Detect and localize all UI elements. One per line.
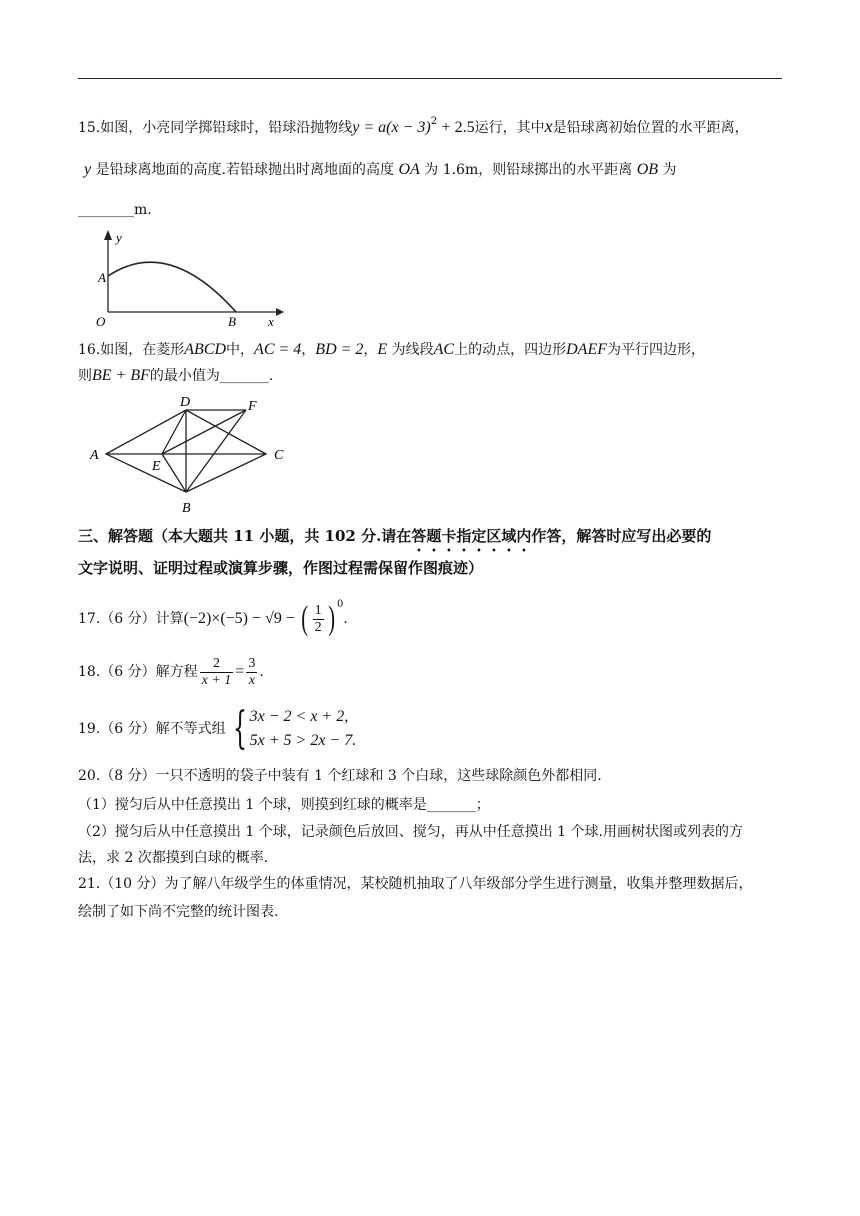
section3-text-c: 文字说明、证明过程或演算步骤，作图过程需保留作图痕迹） <box>78 559 484 577</box>
q15-fig-label-B: B <box>228 314 236 329</box>
q15-OB: OB <box>636 161 659 178</box>
q15-var-x: x <box>544 116 553 136</box>
q15-fig-label-x: x <box>268 314 274 329</box>
q16-text-g: 的最小值为_______. <box>149 368 274 384</box>
q16-text-e: 为平行四边形， <box>606 342 705 358</box>
q16-sep-1: ， <box>301 342 316 358</box>
q15-fig-label-A: A <box>98 270 106 285</box>
q15-line-1 <box>78 116 782 140</box>
section3-emphasis: 答题卡指定区域内 <box>411 527 532 545</box>
q16-AC: AC = 4 <box>254 341 302 358</box>
q20-part-1-text: （1）搅匀后从中任意摸出 1 个球，则摸到红球的概率是_______； <box>78 797 490 813</box>
q18-prefix: 18.（6 分）解方程 <box>78 664 198 680</box>
q16-text-f: 则 <box>78 368 92 384</box>
q21-line-1 <box>78 874 782 894</box>
q18-right-num: 3 <box>248 655 256 671</box>
q17-line <box>78 596 782 642</box>
q16-text-b: 中， <box>226 342 255 358</box>
q16-figure <box>78 392 298 516</box>
q16-fig-label-E: E <box>152 459 161 474</box>
q15-var-y: y <box>84 161 92 178</box>
q21-line-2 <box>78 902 782 922</box>
q17-expression: (−2)×(−5) − √9 − <box>183 610 295 627</box>
q15-text-b: 运行，其中 <box>474 120 545 136</box>
q15-line-2 <box>78 160 782 180</box>
q18-left-fraction <box>200 656 234 689</box>
section3-heading-line-1 <box>78 526 782 555</box>
q15-text-a: 15.如图，小亮同学掷铅球时，铅球沿抛物线 <box>78 120 353 136</box>
q21-text-a: 21.（10 分）为了解八年级学生的体重情况，某校随机抽取了八年级部分学生进行测量，收集并整理数据后， <box>78 876 753 892</box>
q17-exponent: 0 <box>336 599 344 610</box>
q16-fig-label-D: D <box>180 395 191 410</box>
q19-prefix: 19.（6 分）解不等式组 <box>78 721 226 737</box>
q17-end: . <box>343 611 348 627</box>
q18-left-den: x + 1 <box>201 672 232 688</box>
q20-line-1 <box>78 766 782 786</box>
q16-BD: BD = 2 <box>315 341 364 358</box>
q16-BE-BF: BE + BF <box>92 367 150 384</box>
q18-equals: = <box>235 663 245 680</box>
q18-line <box>78 652 782 692</box>
q15-answer-blank: ________m. <box>78 202 152 218</box>
q15-fig-label-O: O <box>96 314 106 329</box>
q15-text-f: 为 <box>662 162 677 178</box>
section3-text-a: 三、解答题（本大题共 11 小题，共 102 分.请在 <box>78 527 412 545</box>
q16-fig-label-B: B <box>182 501 191 516</box>
q15-OA: OA <box>398 161 420 178</box>
q16-line-1 <box>78 340 782 360</box>
q16-fig-label-F: F <box>248 399 257 414</box>
q16-sep-2: ， <box>363 342 378 358</box>
q16-text-c: 为线段 <box>391 342 434 358</box>
q19-system <box>250 705 357 753</box>
q16-fig-label-A: A <box>90 448 99 463</box>
q16-fig-label-C: C <box>274 448 284 463</box>
q15-formula-exponent: 2 <box>430 116 438 127</box>
q16-AC-2: AC <box>433 341 455 358</box>
q19-line <box>78 702 782 756</box>
q16-text-d: 上的动点，四边形 <box>454 342 567 358</box>
q18-right-fraction <box>246 656 257 689</box>
q17-left-paren: ( <box>301 600 309 637</box>
q20-part-2b <box>78 848 782 868</box>
q15-text-e: 为 1.6m，则铅球掷出的水平距离 <box>424 162 633 178</box>
q18-right-den: x <box>248 672 255 688</box>
q17-right-paren: ) <box>327 600 335 637</box>
q16-line-2 <box>78 366 782 386</box>
q20-part-2-text-b: 法，求 2 次都摸到白球的概率. <box>78 850 269 866</box>
q15-text-d: 是铅球离地面的高度.若铅球抛出时离地面的高度 <box>95 162 395 178</box>
q15-text-c: 是铅球离初始位置的水平距离， <box>552 120 749 136</box>
q20-part-1 <box>78 795 782 815</box>
header-rule <box>78 78 782 79</box>
q17-fraction-num: 1 <box>314 602 322 618</box>
section3-heading-line-2 <box>78 558 782 578</box>
q15-line-3 <box>78 200 782 220</box>
q20-part-2-text-a: （2）搅匀后从中任意摸出 1 个球，记录颜色后放回、搅匀，再从中任意摸出 1 个球.用画树状图或列表的方 <box>78 824 743 840</box>
q20-text: 20.（8 分）一只不透明的袋子中装有 1 个红球和 3 个白球，这些球除颜色外都相同. <box>78 768 602 784</box>
q15-fig-label-y: y <box>116 230 122 245</box>
q17-prefix: 17.（6 分）计算 <box>78 611 184 627</box>
q21-text-b: 绘制了如下尚不完整的统计图表. <box>78 904 279 920</box>
q16-E: E <box>377 341 388 358</box>
q15-formula-lhs: y = a(x − 3) <box>352 119 431 136</box>
q17-fraction-den: 2 <box>314 619 322 635</box>
q16-text-a: 16.如图，在菱形 <box>78 342 185 358</box>
q15-formula-rhs: + 2.5 <box>441 119 475 136</box>
q16-ABCD: ABCD <box>184 341 227 358</box>
q19-brace: { <box>232 703 247 754</box>
q16-DAEF: DAEF <box>566 341 607 358</box>
q17-fraction <box>313 603 324 636</box>
q20-part-2a <box>78 822 782 842</box>
q19-inequality-1: 3x − 2 < x + 2, <box>249 708 349 725</box>
q19-inequality-2: 5x + 5 > 2x − 7. <box>249 732 357 749</box>
section3-text-b: 作答，解答时应写出必要的 <box>531 527 712 545</box>
q18-end: . <box>259 664 264 680</box>
q15-figure <box>78 226 288 330</box>
q18-left-num: 2 <box>200 656 234 673</box>
